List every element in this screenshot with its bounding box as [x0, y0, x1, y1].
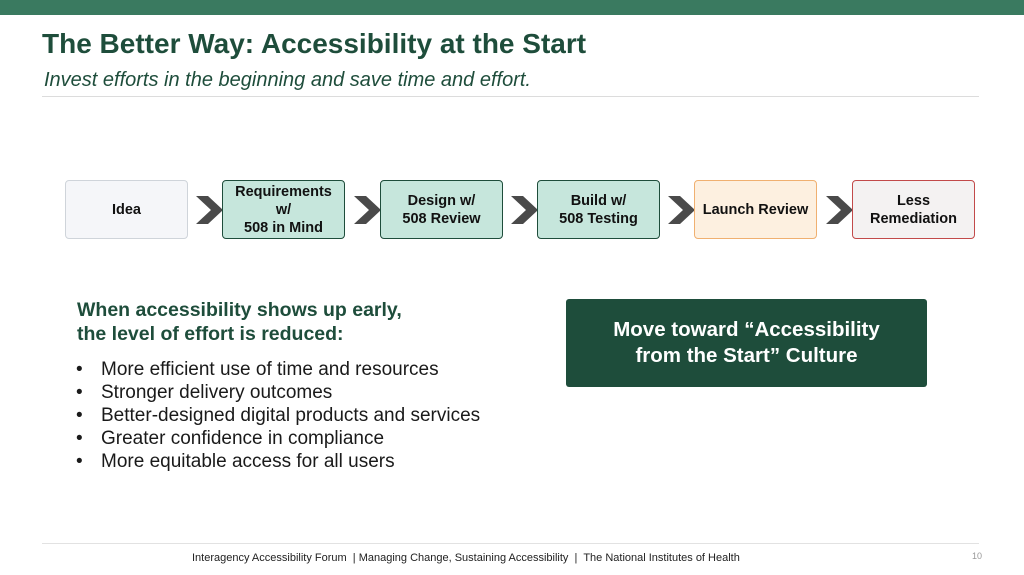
slide-subtitle: Invest efforts in the beginning and save time and effort. [44, 69, 531, 91]
benefits-list [76, 358, 480, 473]
list-item-text: More efficient use of time and resources [101, 359, 439, 380]
list-item [76, 404, 480, 427]
list-item [76, 450, 480, 473]
chevron-right-icon [196, 196, 223, 224]
step-less-remediation: Less Remediation [852, 180, 975, 239]
step-requirements: Requirements w/ 508 in Mind [222, 180, 345, 239]
list-item-text: Better-designed digital products and services [101, 405, 481, 426]
benefits-heading: When accessibility shows up early, the level of effort is reduced: [77, 299, 402, 345]
list-item [76, 358, 480, 381]
top-accent-bar [0, 0, 1024, 15]
list-item-text: More equitable access for all users [101, 451, 395, 472]
list-item-text: Greater confidence in compliance [101, 428, 385, 449]
footer-divider [42, 543, 979, 544]
step-build: Build w/ 508 Testing [537, 180, 660, 239]
chevron-right-icon [668, 196, 695, 224]
step-design: Design w/ 508 Review [380, 180, 503, 239]
list-item-text: Stronger delivery outcomes [101, 382, 333, 403]
bullet-icon: • [76, 451, 83, 472]
chevron-right-icon [354, 196, 381, 224]
list-item [76, 427, 480, 450]
chevron-right-icon [511, 196, 538, 224]
step-launch-review: Launch Review [694, 180, 817, 239]
footer-text: Interagency Accessibility Forum | Managing Change, Sustaining Accessibility | The National Institutes of Health [192, 552, 740, 564]
culture-callout: Move toward “Accessibility from the Start” Culture [566, 299, 927, 387]
bullet-icon: • [76, 382, 83, 403]
bullet-icon: • [76, 405, 83, 426]
bullet-icon: • [76, 359, 83, 380]
chevron-right-icon [826, 196, 853, 224]
list-item [76, 381, 480, 404]
step-idea: Idea [65, 180, 188, 239]
title-divider [42, 96, 979, 97]
page-number: 10 [972, 551, 983, 561]
bullet-icon: • [76, 428, 83, 449]
slide-title: The Better Way: Accessibility at the Start [42, 28, 587, 59]
